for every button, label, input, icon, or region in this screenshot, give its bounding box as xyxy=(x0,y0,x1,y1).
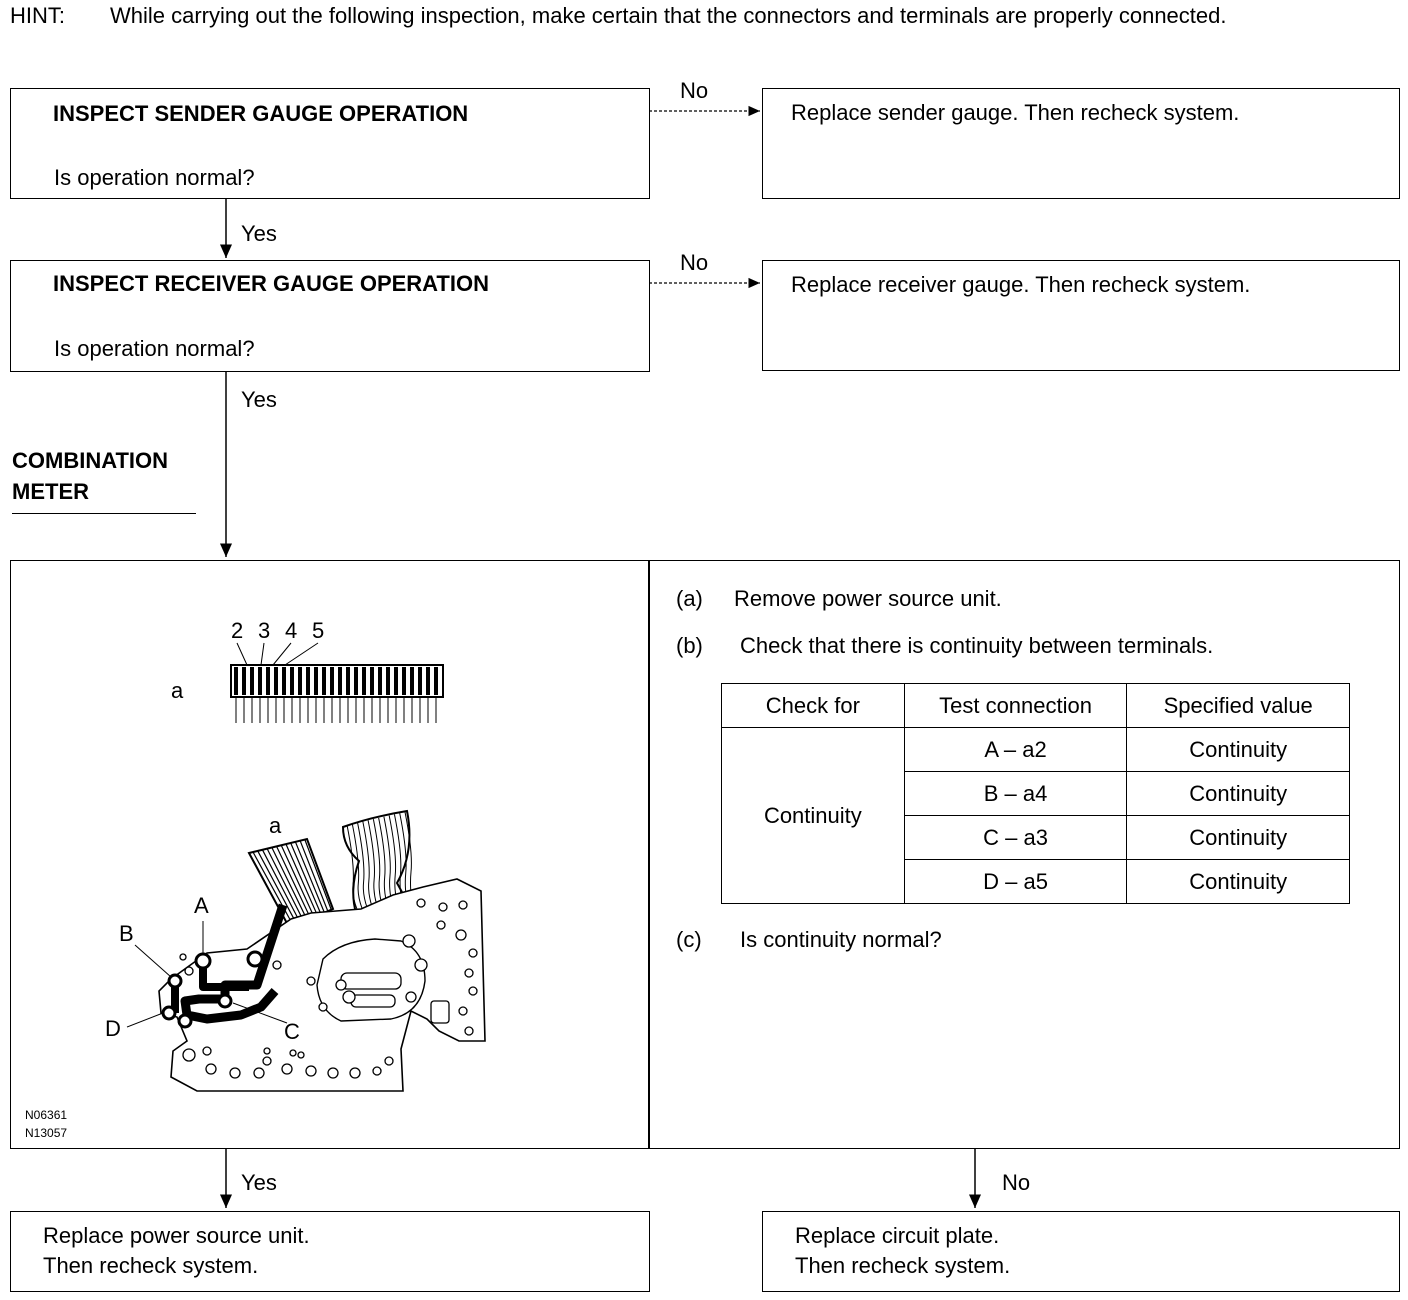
terminal-A xyxy=(196,954,210,968)
plate-hole xyxy=(183,1049,195,1061)
instruction-c-marker: (c) xyxy=(676,927,702,952)
yes-label-2: Yes xyxy=(241,387,277,412)
plate-hole xyxy=(469,949,477,957)
plate-hole xyxy=(185,967,193,975)
plate-slot-3 xyxy=(431,1001,449,1023)
plate-hole xyxy=(206,1064,216,1074)
plate-hole xyxy=(417,899,425,907)
section-title-line2: METER xyxy=(12,479,89,505)
terminal-junction xyxy=(248,952,262,966)
connector-pin xyxy=(410,667,414,695)
connector-pin xyxy=(282,667,286,695)
plate-hole xyxy=(469,987,477,995)
yes-label-1: Yes xyxy=(241,221,277,246)
connector-pin xyxy=(298,667,302,695)
connector-pin xyxy=(330,667,334,695)
connector-pin xyxy=(314,667,318,695)
point-label-D: D xyxy=(105,1016,121,1041)
plate-hole xyxy=(385,1057,393,1065)
replace-receiver-box xyxy=(762,260,1400,371)
connection-cell: D – a5 xyxy=(904,860,1127,904)
connector-pin xyxy=(338,667,342,695)
table-row xyxy=(722,728,1350,772)
figure-code-2: N13057 xyxy=(25,1126,68,1140)
replace-power-source-line2: Then recheck system. xyxy=(43,1253,259,1278)
connector-pin xyxy=(322,667,326,695)
plate-hole xyxy=(306,1066,316,1076)
connector-pin xyxy=(354,667,358,695)
continuity-table xyxy=(721,683,1350,904)
pin-label-2: 2 xyxy=(231,618,244,643)
plate-hole xyxy=(328,1068,338,1078)
circuit-plate-diagram xyxy=(11,561,647,1147)
plate-hole xyxy=(273,961,281,969)
connector-pin xyxy=(394,667,398,695)
plate-hole xyxy=(350,1068,360,1078)
plate-hole xyxy=(282,1064,292,1074)
receiver-gauge-question: Is operation normal? xyxy=(54,336,255,361)
point-label-C: C xyxy=(284,1019,300,1044)
connector-pin xyxy=(346,667,350,695)
header-test-connection: Test connection xyxy=(904,684,1127,728)
connector-pin xyxy=(258,667,262,695)
plate-hole xyxy=(336,980,346,990)
connector-pin xyxy=(250,667,254,695)
check-for-cell: Continuity xyxy=(722,728,905,904)
replace-circuit-plate-box xyxy=(762,1211,1400,1292)
connector-pin xyxy=(306,667,310,695)
connector-pin xyxy=(378,667,382,695)
plate-hole xyxy=(403,935,415,947)
value-cell: Continuity xyxy=(1127,772,1350,816)
plate-hole xyxy=(465,969,473,977)
plate-hole xyxy=(298,1052,304,1058)
hint-text: While carrying out the following inspection, make certain that the connectors and terminals are properly connected. xyxy=(110,3,1227,28)
replace-power-source-line1: Replace power source unit. xyxy=(43,1223,310,1248)
connector-pin xyxy=(362,667,366,695)
plate-hole xyxy=(437,921,445,929)
connection-cell: B – a4 xyxy=(904,772,1127,816)
plate-hole xyxy=(459,901,467,909)
header-specified-value: Specified value xyxy=(1127,684,1350,728)
figure-code-1: N06361 xyxy=(25,1108,68,1122)
instruction-b-text: Check that there is continuity between terminals. xyxy=(740,633,1214,658)
connector-pin xyxy=(370,667,374,695)
connector-pin xyxy=(426,667,430,695)
connector-pin xyxy=(290,667,294,695)
no-label-3: No xyxy=(1002,1170,1031,1195)
plate-hole xyxy=(180,954,186,960)
connector-pin xyxy=(274,667,278,695)
value-cell: Continuity xyxy=(1127,816,1350,860)
instruction-a-text: Remove power source unit. xyxy=(734,586,1002,611)
plate-hole xyxy=(264,1048,270,1054)
ribbon-label-a: a xyxy=(269,813,282,838)
value-cell: Continuity xyxy=(1127,860,1350,904)
connector-pin xyxy=(418,667,422,695)
plate-hole xyxy=(406,992,416,1002)
connection-cell: A – a2 xyxy=(904,728,1127,772)
terminal-C xyxy=(219,995,231,1007)
connector-pin xyxy=(386,667,390,695)
plate-hole xyxy=(343,991,355,1003)
box-divider xyxy=(648,560,650,1149)
pin-label-5: 5 xyxy=(312,618,325,643)
terminal-D2 xyxy=(179,1015,191,1027)
header-check-for: Check for xyxy=(722,684,905,728)
plate-slot-1 xyxy=(341,973,401,989)
receiver-gauge-title: INSPECT RECEIVER GAUGE OPERATION xyxy=(53,271,489,296)
connection-cell: C – a3 xyxy=(904,816,1127,860)
connector-label-a: a xyxy=(171,678,184,703)
section-title-line1: COMBINATION xyxy=(12,448,169,473)
plate-hole xyxy=(230,1068,240,1078)
replace-sender-text: Replace sender gauge. Then recheck system. xyxy=(791,100,1240,125)
replace-power-source-box xyxy=(10,1211,650,1292)
plate-hole xyxy=(459,1007,467,1015)
plate-hole xyxy=(254,1068,264,1078)
no-label-2: No xyxy=(680,250,709,275)
value-cell: Continuity xyxy=(1127,728,1350,772)
replace-circuit-plate-line1: Replace circuit plate. xyxy=(795,1223,1000,1248)
plate-hole xyxy=(439,903,447,911)
pin-label-3: 3 xyxy=(258,618,271,643)
plate-hole xyxy=(373,1067,381,1075)
plate-hole xyxy=(456,930,466,940)
replace-receiver-text: Replace receiver gauge. Then recheck system. xyxy=(791,272,1251,297)
sender-gauge-box xyxy=(10,88,650,199)
plate-hole xyxy=(319,1003,327,1011)
terminal-D xyxy=(163,1007,175,1019)
replace-circuit-plate-line2: Then recheck system. xyxy=(795,1253,1011,1278)
point-label-A: A xyxy=(194,893,209,918)
instruction-a-marker: (a) xyxy=(676,586,703,611)
plate-hole xyxy=(263,1057,271,1065)
plate-hole xyxy=(307,977,315,985)
hint-label: HINT: xyxy=(10,3,65,28)
plate-hole xyxy=(465,1027,473,1035)
replace-sender-box xyxy=(762,88,1400,199)
section-title xyxy=(12,448,196,514)
connector-pin xyxy=(266,667,270,695)
sender-gauge-question: Is operation normal? xyxy=(54,165,255,190)
point-label-B: B xyxy=(119,921,134,946)
connector-pin xyxy=(434,667,438,695)
yes-label-3: Yes xyxy=(241,1170,277,1195)
connector-pin xyxy=(402,667,406,695)
plate-hole xyxy=(415,959,427,971)
table-header-row xyxy=(722,684,1350,728)
plate-slot-2 xyxy=(351,995,395,1007)
plate-hole xyxy=(290,1050,296,1056)
instruction-b-marker: (b) xyxy=(676,633,703,658)
connector-pin xyxy=(242,667,246,695)
connector-pin xyxy=(234,667,238,695)
receiver-gauge-box xyxy=(10,260,650,372)
sender-gauge-title: INSPECT SENDER GAUGE OPERATION xyxy=(53,101,469,126)
plate-hole xyxy=(203,1047,211,1055)
pin-label-4: 4 xyxy=(285,618,298,643)
instruction-c-text: Is continuity normal? xyxy=(740,927,942,952)
no-label-1: No xyxy=(680,78,709,103)
